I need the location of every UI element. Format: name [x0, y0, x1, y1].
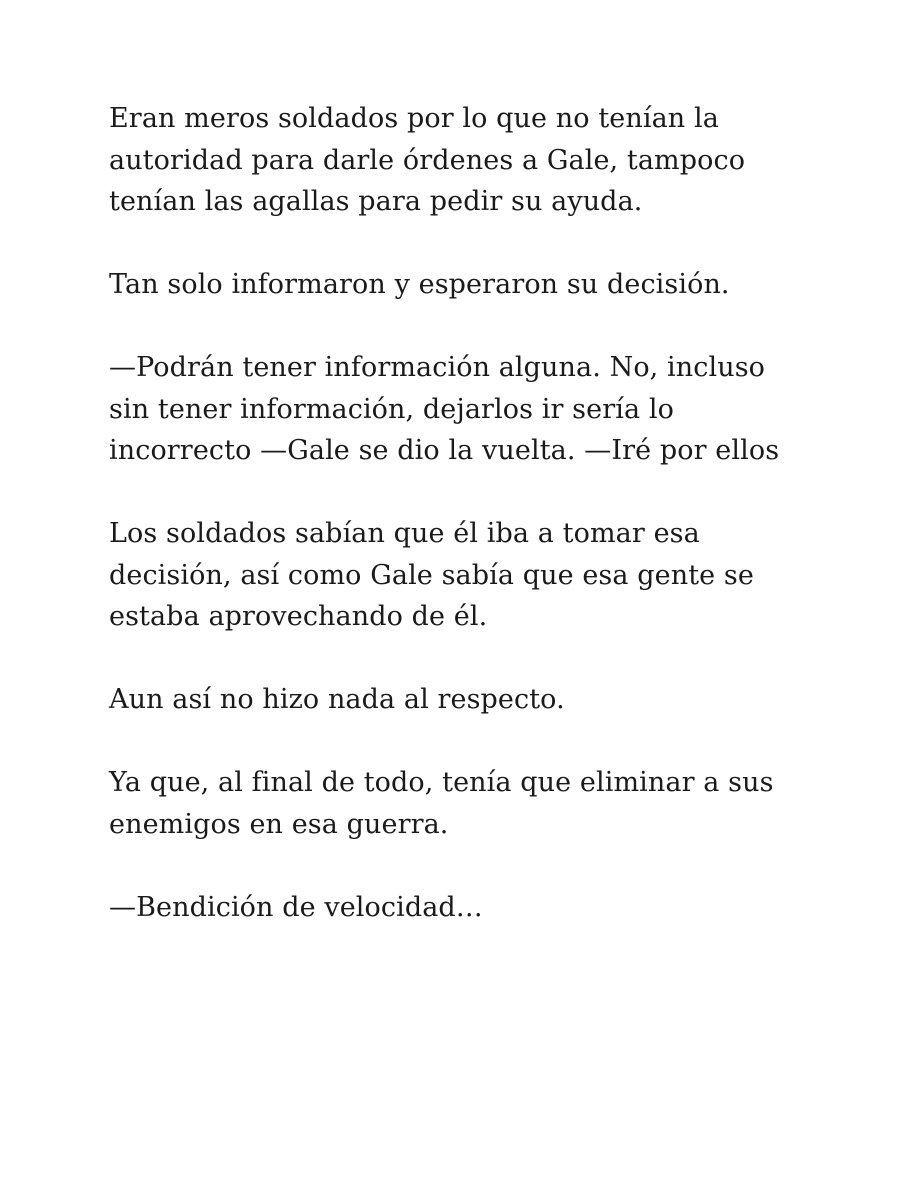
text-line: —Podrán tener información alguna. No, incluso: [109, 352, 766, 383]
text-line: —Bendición de velocidad…: [109, 891, 483, 923]
text-line: decisión, así como Gale sabía que esa gente se: [109, 559, 754, 591]
text-line: Eran meros soldados por lo que no tenían la: [109, 103, 719, 134]
paragraph-5: [109, 679, 820, 721]
text-line: estaba aprovechando de él.: [109, 601, 488, 632]
text-line: sin tener información, dejarlos ir sería lo: [109, 393, 674, 425]
document-body: [109, 98, 820, 928]
paragraph-7-dialogue: [109, 887, 820, 929]
paragraph-3-dialogue: [109, 347, 820, 472]
text-line: autoridad para darle órdenes a Gale, tampoco: [109, 144, 746, 176]
text-line: enemigos en esa guerra.: [109, 808, 449, 840]
paragraph-1: [109, 98, 820, 223]
text-line: Los soldados sabían que él iba a tomar esa: [109, 518, 700, 549]
text-line: Tan solo informaron y esperaron su decisión.: [109, 269, 730, 300]
text-line: Aun así no hizo nada al respecto.: [109, 684, 565, 715]
text-line: incorrecto —Gale se dio la vuelta. —Iré por ellos: [109, 435, 780, 466]
paragraph-6: [109, 762, 820, 845]
text-line: tenían las agallas para pedir su ayuda.: [109, 186, 643, 217]
paragraph-4: [109, 513, 820, 638]
paragraph-2: [109, 264, 820, 306]
text-line: Ya que, al final de todo, tenía que eliminar a sus: [109, 767, 774, 798]
